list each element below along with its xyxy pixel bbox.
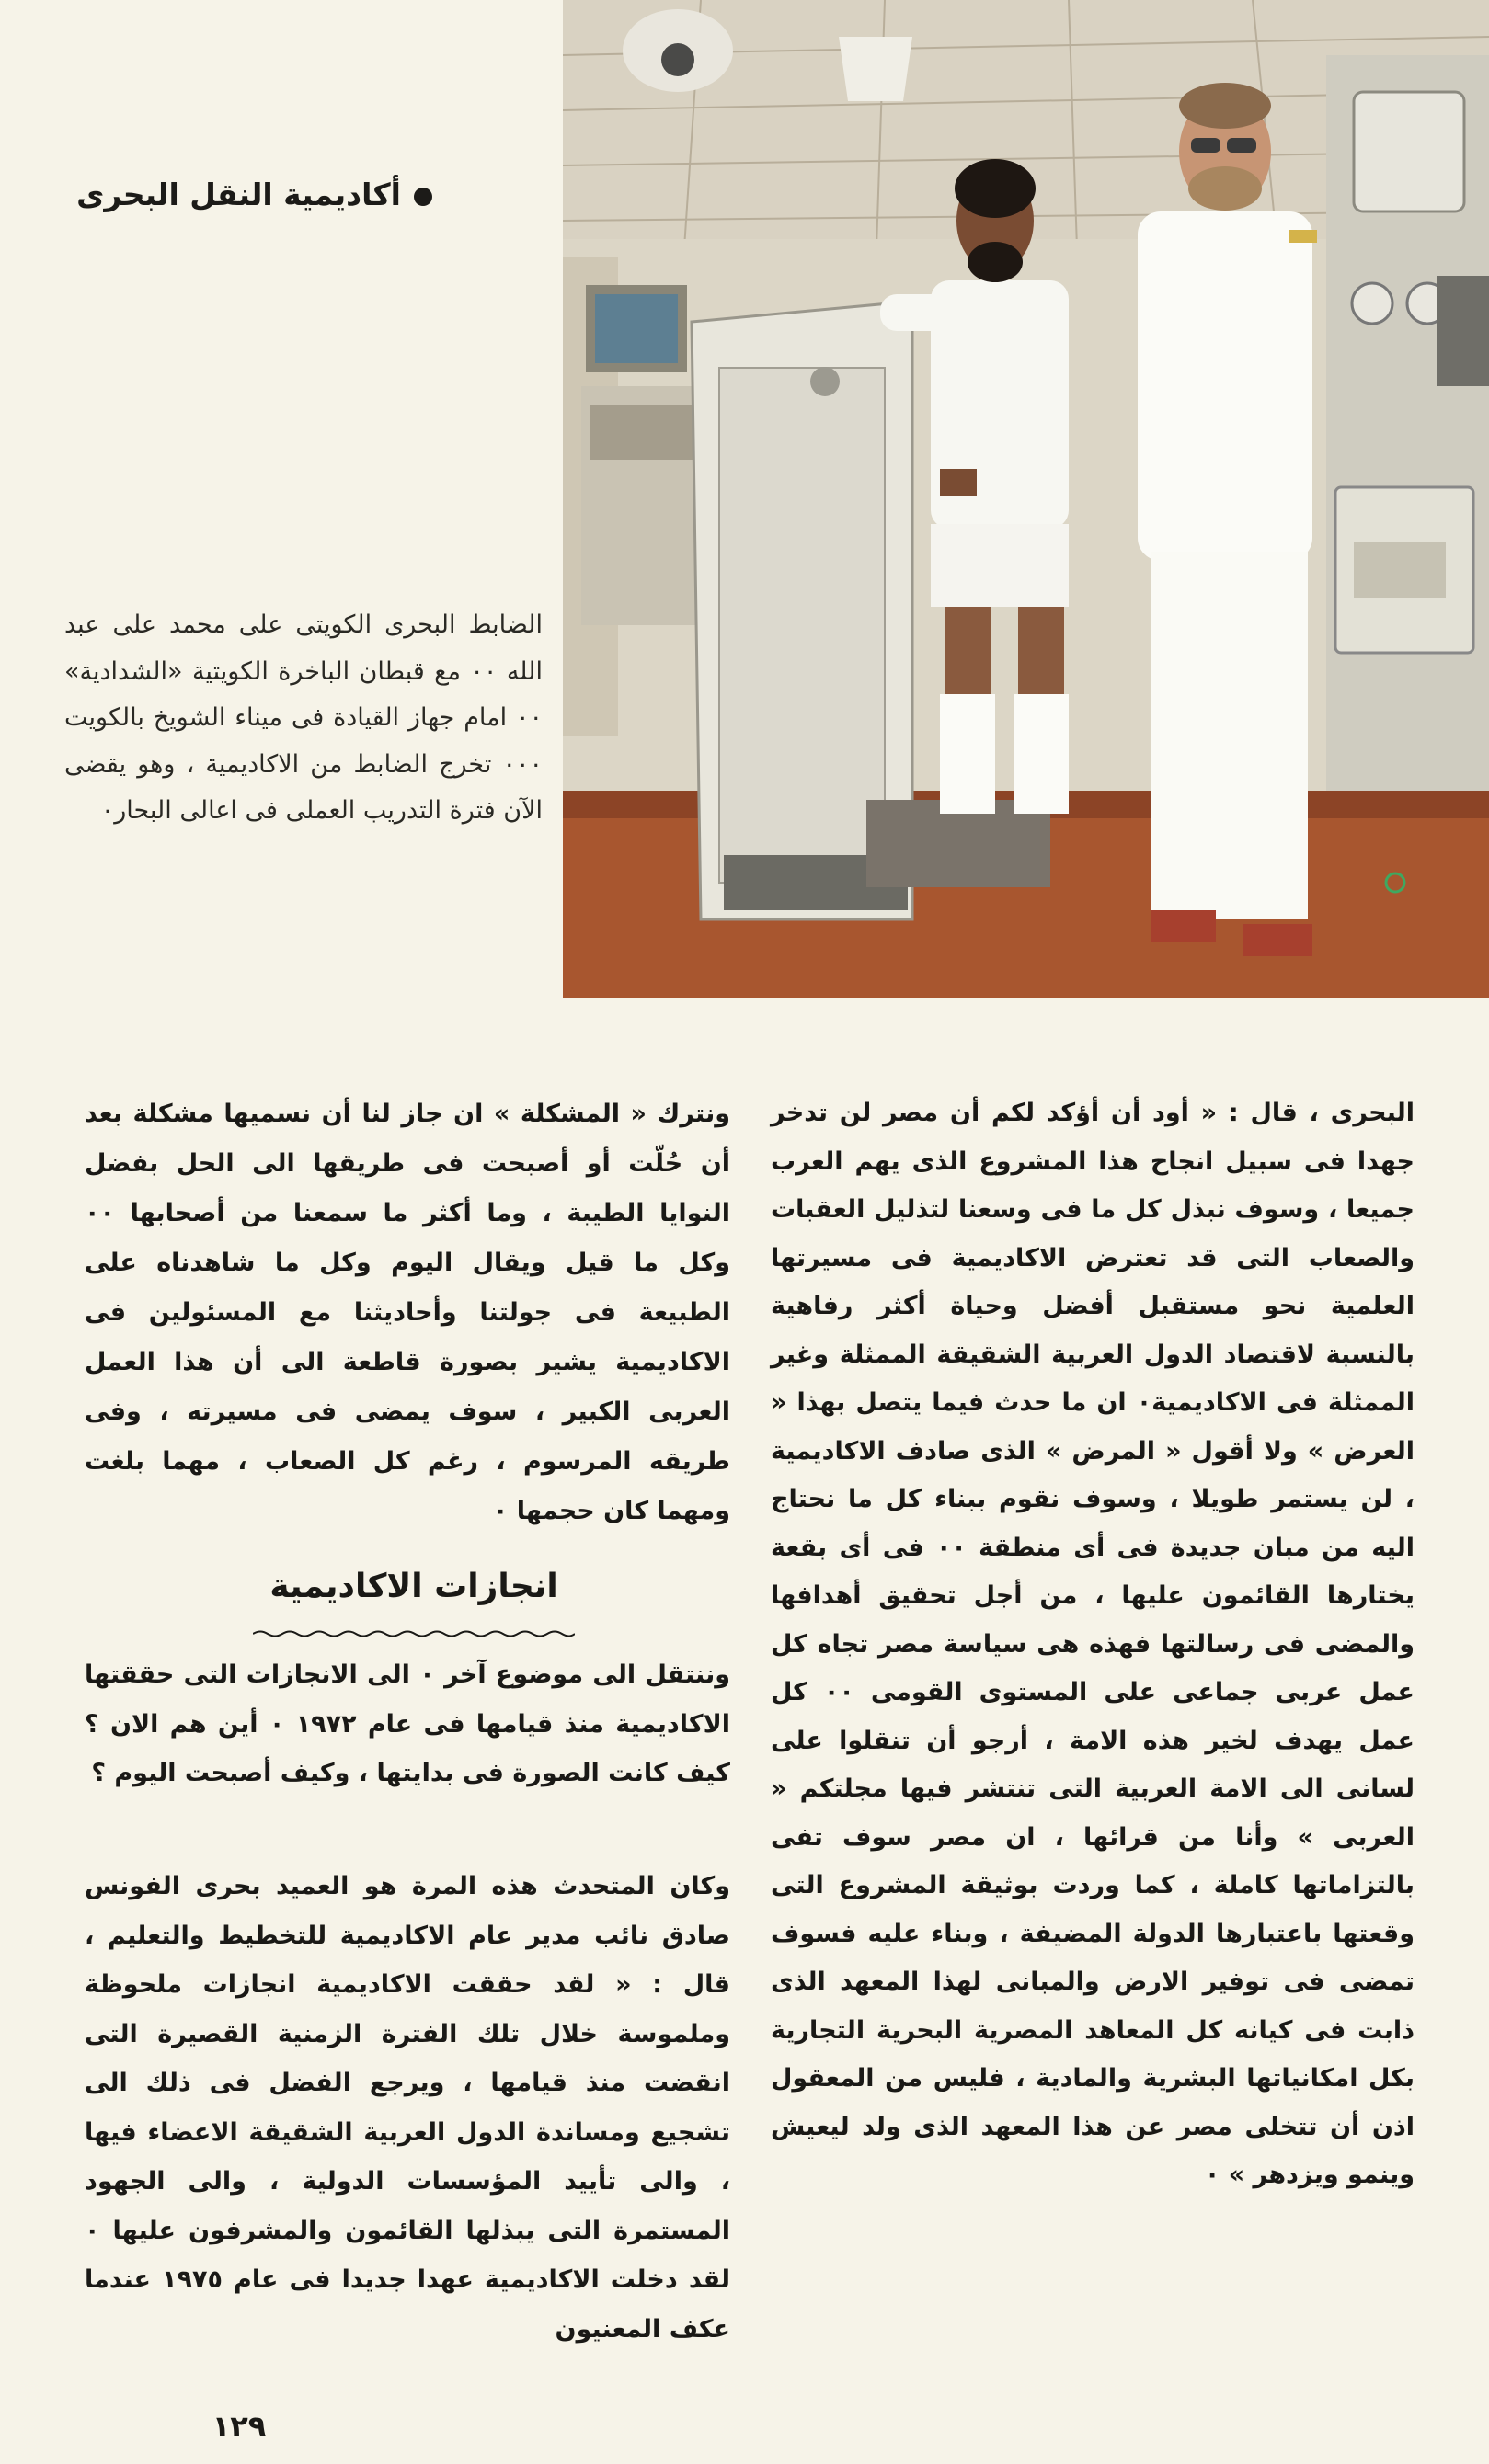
- photo-caption: الضابط البحرى الكويتى على محمد على عبد الله ٠٠ مع قبطان الباخرة الكويتية «الشدادية» ٠٠ امام جهاز القيادة فى ميناء الشويخ بالكويت ٠٠٠ تخرج الضابط من الاكاديمية ، وهو يقضى الآن فترة التدريب العملى فى اعالى البحار٠: [64, 610, 543, 825]
- article-column-left-mid: [85, 1650, 730, 1798]
- section-label: [76, 177, 432, 212]
- article-column-right: [771, 1089, 1415, 2200]
- article-column-left-bottom: [85, 1862, 730, 2354]
- paragraph: وكان المتحدث هذه المرة هو العميد بحرى الفونس صادق نائب مدير عام الاكاديمية للتخطيط والتعليم ، قال : « لقد حققت الاكاديمية انجازات ملحوظة وملموسة خلال تلك الفترة الزمنية القصيرة التى انقضت منذ قيامها ، ويرجع الفضل فى ذلك الى تشجيع ومساندة الدول العربية الشقيقة الاعضاء فيها ، والى تأييد المؤسسات الدولية ، والى الجهود المستمرة التى يبذلها القائمون والمشرفون عليها ٠ لقد دخلت الاكاديمية عهدا جديدا فى عام ١٩٧٥ عندما عكف المعنيون: [85, 1872, 730, 2344]
- ship-bridge-photo: [563, 0, 1489, 998]
- bullet-icon: [414, 188, 432, 206]
- subheading-underline: [253, 1629, 575, 1638]
- section-subheading: انجازات الاكاديمية: [269, 1568, 558, 1605]
- section-label-text: أكاديمية النقل البحرى: [76, 177, 401, 212]
- page-number: ١٢٩: [212, 2409, 267, 2444]
- paragraph: البحرى ، قال : « أود أن أؤكد لكم أن مصر لن تدخر جهدا فى سبيل انجاح هذا المشروع الذى يهم العرب جميعا ، وسوف نبذل كل ما فى وسعنا لتذليل العقبات والصعاب التى قد تعترض الاكاديمية فى مسيرتها العلمية نحو مستقبل أفضل وحياة أكثر رفاهية بالنسبة لاقتصاد الدول العربية الشقيقة الممثلة وغير الممثلة فى الاكاديمية٠ ان ما حدث فيما يتصل بهذا « العرض » ولا أقول « المرض » الذى صادف الاكاديمية ، لن يستمر طويلا ، وسوف نقوم ببناء كل ما نحتاج اليه من مبان جديدة فى أى منطقة ٠٠ فى أى بقعة يختارها القائمون عليها ، من أجل تحقيق أهدافها والمضى فى رسالتها فهذه هى سياسة مصر تجاه كل عمل عربى جماعى على المستوى القومى ٠٠ كل عمل يهدف لخير هذه الامة ، أرجو أن تنقلوا على لسانى الى الامة العربية التى تنتشر فيها مجلتكم « العربى » وأنا من قرائها ، ان مصر سوف تفى بالتزاماتها كاملة ، كما وردت بوثيقة المشروع التى وقعتها باعتبارها الدولة المضيفة ، وبناء عليه فسوف تمضى فى توفير الارض والمبانى لهذا المعهد الذى ذابت فى كيانه كل المعاهد المصرية البحرية التجارية بكل امكانياتها البشرية والمادية ، فليس من المعقول اذن أن تتخلى مصر عن هذا المعهد الذى ولد ليعيش وينمو ويزدهر » ٠: [771, 1099, 1415, 2189]
- paragraph: ونترك « المشكلة » ان جاز لنا أن نسميها مشكلة بعد أن حُلّت أو أصبحت فى طريقها الى الحل بفضل النوايا الطيبة ، وما أكثر ما سمعنا من أصحابها ٠٠ وكل ما قيل ويقال اليوم وكل ما شاهدناه على الطبيعة فى جولتنا وأحاديثنا مع المسئولين فى الاكاديمية يشير بصورة قاطعة الى أن هذا العمل العربى الكبير ، سوف يمضى فى مسيرته ، وفى طريقه المرسوم ، رغم كل الصعاب ، مهما بلغت ومهما كان حجمها ٠: [85, 1100, 730, 1525]
- article-column-left-top: [85, 1089, 730, 1536]
- paragraph: وننتقل الى موضوع آخر ٠ الى الانجازات التى حققتها الاكاديمية منذ قيامها فى عام ١٩٧٢ ٠ أين هم الان ؟ كيف كانت الصورة فى بدايتها ، وكيف أصبحت اليوم ؟: [85, 1660, 730, 1787]
